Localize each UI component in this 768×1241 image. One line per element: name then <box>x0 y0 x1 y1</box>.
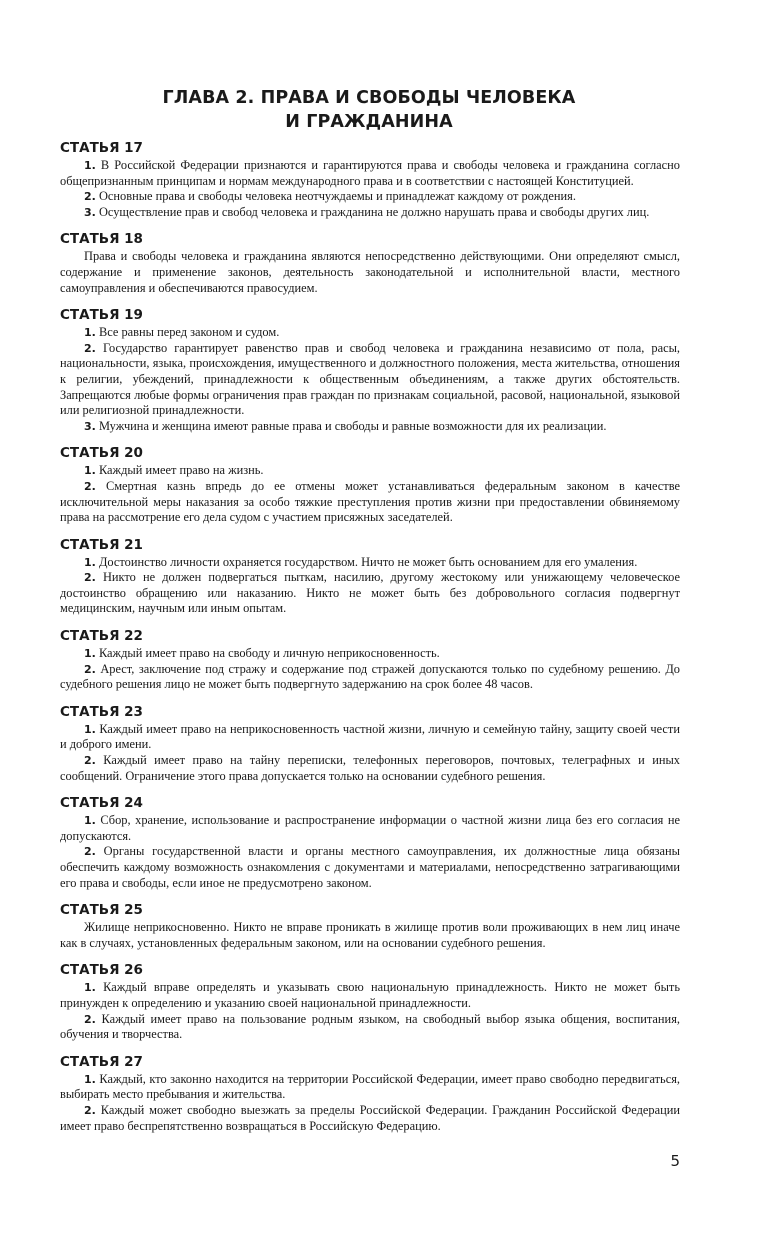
article-paragraph <box>60 920 680 951</box>
paragraph-number: 1. <box>84 159 96 172</box>
paragraph-text: Достоинство личности охраняется государством. Ничто не может быть основанием для его умаления. <box>98 554 638 569</box>
article-title: СТАТЬЯ 23 <box>60 703 143 720</box>
paragraph-text: Мужчина и женщина имеют равные права и свободы и равные возможности для их реализации. <box>98 418 607 433</box>
articles-container <box>60 139 680 1144</box>
article-title: СТАТЬЯ 25 <box>60 902 143 919</box>
article-paragraph <box>60 341 680 419</box>
article-title: СТАТЬЯ 18 <box>60 231 143 248</box>
article <box>60 444 680 525</box>
article-title: СТАТЬЯ 21 <box>60 536 143 553</box>
paragraph-text: Все равны перед законом и судом. <box>98 325 280 340</box>
article-paragraph <box>60 646 680 662</box>
paragraph-number: 1. <box>84 722 96 736</box>
article-paragraph <box>60 158 680 189</box>
paragraph-number: 1. <box>84 981 96 995</box>
article-paragraph <box>60 419 680 435</box>
article-title: СТАТЬЯ 19 <box>60 307 143 324</box>
article <box>60 627 680 693</box>
article-paragraph <box>60 189 680 205</box>
article-paragraph <box>60 570 680 617</box>
chapter-title-line-1: ГЛАВА 2. ПРАВА И СВОБОДЫ ЧЕЛОВЕКА <box>162 88 576 108</box>
article-title: СТАТЬЯ 24 <box>60 795 143 812</box>
paragraph-number: 1. <box>84 326 96 340</box>
paragraph-number: 1. <box>84 814 96 828</box>
paragraph-number: 2. <box>84 571 96 585</box>
page-number: 5 <box>670 1152 680 1170</box>
paragraph-number: 2. <box>84 845 96 859</box>
article-paragraph <box>60 249 680 296</box>
paragraph-number: 2. <box>84 341 96 355</box>
article <box>60 794 680 891</box>
article <box>60 961 680 1042</box>
paragraph-number: 2. <box>84 1012 96 1026</box>
paragraph-number: 1. <box>84 1072 96 1086</box>
article <box>60 703 680 784</box>
article-title: СТАТЬЯ 27 <box>60 1053 143 1070</box>
article-paragraph <box>60 1012 680 1043</box>
paragraph-text: Смертная казнь впредь до ее отмены может устанавливаться федеральным законом в качестве исключительной меры наказания за особо тяжкие преступления против жизни при предоставлении обвиняемому права на рассмотрение его дела судом с участием присяжных заседателей. <box>60 478 680 525</box>
article-title: СТАТЬЯ 22 <box>60 628 143 645</box>
paragraph-text: В Российской Федерации признаются и гарантируются права и свободы человека и гражданина согласно общепризнанным принципам и нормам международного права и в соответствии с настоящей Конституцией. <box>60 158 680 188</box>
article-paragraph <box>60 205 680 221</box>
article-paragraph <box>60 325 680 341</box>
article-paragraph <box>60 555 680 571</box>
paragraph-text: Органы государственной власти и органы местного самоуправления, их должностные лица обязаны обеспечить каждому возможность ознакомления с документами и материалами, непосредственно затрагивающими его права и свободы, если иное не предусмотрено законом. <box>60 844 680 890</box>
paragraph-number: 2. <box>84 190 96 204</box>
paragraph-number: 3. <box>84 419 96 433</box>
paragraph-text: Каждый вправе определять и указывать свою национальную принадлежность. Никто не может быть принужден к определению и указанию своей национальной принадлежности. <box>60 980 680 1010</box>
paragraph-text: Каждый может свободно выезжать за пределы Российской Федерации. Гражданин Российской Федерации имеет право беспрепятственно возвращаться в Российскую Федерацию. <box>60 1102 680 1133</box>
paragraph-number: 2. <box>84 754 96 768</box>
article-paragraph <box>60 1103 680 1134</box>
paragraph-text: Никто не должен подвергаться пыткам, насилию, другому жестокому или унижающему человеческое достоинство обращению или наказанию. Никто не может быть без добровольного согласия подвергнут медицинским, научным или иным опытам. <box>60 570 680 616</box>
article <box>60 139 680 220</box>
article <box>60 306 680 434</box>
article <box>60 230 680 296</box>
paragraph-text: Сбор, хранение, использование и распространение информации о частной жизни лица без его согласия не допускаются. <box>60 813 680 843</box>
article-paragraph <box>60 479 680 526</box>
article-title: СТАТЬЯ 17 <box>60 140 143 156</box>
article-paragraph <box>60 463 680 479</box>
article-paragraph <box>60 1072 680 1103</box>
article <box>60 536 680 617</box>
chapter-heading <box>60 86 678 134</box>
paragraph-number: 2. <box>84 1103 96 1117</box>
article-paragraph <box>60 980 680 1011</box>
paragraph-number: 2. <box>84 479 96 493</box>
paragraph-text: Каждый имеет право на пользование родным языком, на свободный выбор языка общения, воспитания, обучения и творчества. <box>60 1011 680 1042</box>
paragraph-number: 1. <box>84 647 96 661</box>
paragraph-text: Осуществление прав и свобод человека и гражданина не должно нарушать права и свободы других лиц. <box>98 204 650 219</box>
article-title: СТАТЬЯ 20 <box>60 445 143 462</box>
paragraph-text: Каждый, кто законно находится на территории Российской Федерации, имеет право свободно передвигаться, выбирать место пребывания и жительства. <box>60 1071 680 1102</box>
article-paragraph <box>60 813 680 844</box>
paragraph-text: Права и свободы человека и гражданина являются непосредственно действующими. Они определяют смысл, содержание и применение законов, деятельность законодательной и исполнительной власти, местного самоуправления и обеспечиваются правосудием. <box>60 249 680 295</box>
article <box>60 901 680 951</box>
paragraph-text: Каждый имеет право на неприкосновенность частной жизни, личную и семейную тайну, защиту своей чести и доброго имени. <box>60 721 680 752</box>
paragraph-text: Каждый имеет право на жизнь. <box>98 463 264 478</box>
paragraph-text: Основные права и свободы человека неотчуждаемы и принадлежат каждому от рождения. <box>98 189 576 204</box>
paragraph-number: 1. <box>84 555 96 569</box>
paragraph-text: Государство гарантирует равенство прав и свобод человека и гражданина независимо от пола, расы, национальности, языка, происхождения, имущественного и должностного положения, места жительства, отношения к религии, убеждений, принадлежности к общественным объединениям, а также других обстоятельств. Запрещаются любые формы ограничения прав граждан по признакам социальной, расовой, национальной, языковой или религиозной принадлежности. <box>60 340 680 418</box>
paragraph-number: 1. <box>84 464 96 478</box>
article-paragraph <box>60 662 680 693</box>
article-paragraph <box>60 753 680 784</box>
paragraph-text: Каждый имеет право на тайну переписки, телефонных переговоров, почтовых, телеграфных и иных сообщений. Ограничение этого права допускается только на основании судебного решения. <box>60 753 681 783</box>
article-title: СТАТЬЯ 26 <box>60 962 143 979</box>
paragraph-number: 2. <box>84 662 96 676</box>
paragraph-text: Каждый имеет право на свободу и личную неприкосновенность. <box>98 646 440 661</box>
article <box>60 1053 680 1134</box>
paragraph-text: Арест, заключение под стражу и содержание под стражей допускаются только по судебному решению. До судебного решения лицо не может быть подвергнуто задержанию на срок более 48 часов. <box>60 661 680 692</box>
article-paragraph <box>60 722 680 753</box>
paragraph-number: 3. <box>84 205 96 219</box>
chapter-title-line-2: И ГРАЖДАНИНА <box>285 112 453 132</box>
article-paragraph <box>60 844 680 891</box>
paragraph-text: Жилище неприкосновенно. Никто не вправе проникать в жилище против воли проживающих в нем лиц иначе как в случаях, установленных федеральным законом, или на основании судебного решения. <box>60 920 680 950</box>
